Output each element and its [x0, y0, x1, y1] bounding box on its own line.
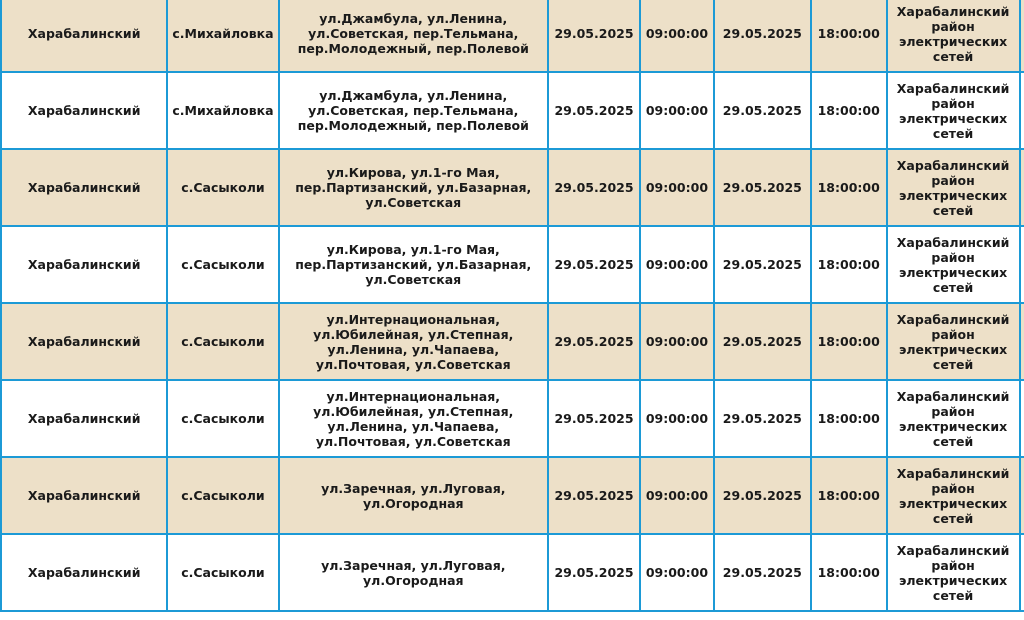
table-row: [1, 457, 1024, 534]
end-date-cell: 29.05.2025: [714, 72, 811, 149]
district-cell: Харабалинский: [1, 303, 167, 380]
table-row: [1, 72, 1024, 149]
start-time-cell: 09:00:00: [640, 149, 714, 226]
village-cell: с.Сасыколи: [167, 380, 278, 457]
start-date-cell: 29.05.2025: [548, 226, 640, 303]
overflow-cell: [1020, 0, 1024, 72]
start-date-cell: 29.05.2025: [548, 457, 640, 534]
start-date-cell: 29.05.2025: [548, 72, 640, 149]
streets-cell: ул.Заречная, ул.Луговая, ул.Огородная: [279, 457, 549, 534]
end-time-cell: 18:00:00: [811, 380, 887, 457]
streets-cell: ул.Джамбула, ул.Ленина, ул.Советская, пер.Тельмана, пер.Молодежный, пер.Полевой: [279, 0, 549, 72]
start-time-cell: 09:00:00: [640, 380, 714, 457]
table-row: [1, 534, 1024, 611]
end-time-cell: 18:00:00: [811, 226, 887, 303]
organization-cell: Харабалинский район электрических сетей: [887, 303, 1020, 380]
district-cell: Харабалинский: [1, 226, 167, 303]
district-cell: Харабалинский: [1, 149, 167, 226]
streets-cell: ул.Заречная, ул.Луговая, ул.Огородная: [279, 534, 549, 611]
district-cell: Харабалинский: [1, 457, 167, 534]
organization-cell: Харабалинский район электрических сетей: [887, 534, 1020, 611]
village-cell: с.Сасыколи: [167, 226, 278, 303]
end-date-cell: 29.05.2025: [714, 457, 811, 534]
start-date-cell: 29.05.2025: [548, 380, 640, 457]
start-time-cell: 09:00:00: [640, 226, 714, 303]
village-cell: с.Михайловка: [167, 72, 278, 149]
table-row: [1, 0, 1024, 72]
overflow-cell: [1020, 457, 1024, 534]
district-cell: Харабалинский: [1, 534, 167, 611]
end-date-cell: 29.05.2025: [714, 534, 811, 611]
table-row: [1, 380, 1024, 457]
overflow-cell: [1020, 226, 1024, 303]
start-date-cell: 29.05.2025: [548, 303, 640, 380]
district-cell: Харабалинский: [1, 72, 167, 149]
overflow-cell: [1020, 380, 1024, 457]
start-time-cell: 09:00:00: [640, 534, 714, 611]
organization-cell: Харабалинский район электрических сетей: [887, 457, 1020, 534]
start-date-cell: 29.05.2025: [548, 534, 640, 611]
overflow-cell: [1020, 149, 1024, 226]
overflow-cell: [1020, 534, 1024, 611]
streets-cell: ул.Интернациональная, ул.Юбилейная, ул.Степная, ул.Ленина, ул.Чапаева, ул.Почтовая, ул.Советская: [279, 380, 549, 457]
end-date-cell: 29.05.2025: [714, 149, 811, 226]
overflow-cell: [1020, 303, 1024, 380]
organization-cell: Харабалинский район электрических сетей: [887, 149, 1020, 226]
start-date-cell: 29.05.2025: [548, 0, 640, 72]
end-date-cell: 29.05.2025: [714, 0, 811, 72]
end-time-cell: 18:00:00: [811, 72, 887, 149]
start-time-cell: 09:00:00: [640, 72, 714, 149]
village-cell: с.Сасыколи: [167, 534, 278, 611]
district-cell: Харабалинский: [1, 0, 167, 72]
end-time-cell: 18:00:00: [811, 534, 887, 611]
end-date-cell: 29.05.2025: [714, 226, 811, 303]
village-cell: с.Сасыколи: [167, 457, 278, 534]
end-date-cell: 29.05.2025: [714, 303, 811, 380]
organization-cell: Харабалинский район электрических сетей: [887, 226, 1020, 303]
table-row: [1, 149, 1024, 226]
end-time-cell: 18:00:00: [811, 149, 887, 226]
streets-cell: ул.Кирова, ул.1-го Мая, пер.Партизанский, ул.Базарная, ул.Советская: [279, 149, 549, 226]
organization-cell: Харабалинский район электрических сетей: [887, 72, 1020, 149]
start-time-cell: 09:00:00: [640, 303, 714, 380]
start-time-cell: 09:00:00: [640, 0, 714, 72]
overflow-cell: [1020, 72, 1024, 149]
table-row: [1, 303, 1024, 380]
streets-cell: ул.Интернациональная, ул.Юбилейная, ул.Степная, ул.Ленина, ул.Чапаева, ул.Почтовая, ул.Советская: [279, 303, 549, 380]
streets-cell: ул.Кирова, ул.1-го Мая, пер.Партизанский, ул.Базарная, ул.Советская: [279, 226, 549, 303]
district-cell: Харабалинский: [1, 380, 167, 457]
village-cell: с.Михайловка: [167, 0, 278, 72]
start-time-cell: 09:00:00: [640, 457, 714, 534]
end-time-cell: 18:00:00: [811, 0, 887, 72]
village-cell: с.Сасыколи: [167, 303, 278, 380]
end-date-cell: 29.05.2025: [714, 380, 811, 457]
start-date-cell: 29.05.2025: [548, 149, 640, 226]
organization-cell: Харабалинский район электрических сетей: [887, 380, 1020, 457]
organization-cell: Харабалинский район электрических сетей: [887, 0, 1020, 72]
end-time-cell: 18:00:00: [811, 457, 887, 534]
end-time-cell: 18:00:00: [811, 303, 887, 380]
village-cell: с.Сасыколи: [167, 149, 278, 226]
streets-cell: ул.Джамбула, ул.Ленина, ул.Советская, пер.Тельмана, пер.Молодежный, пер.Полевой: [279, 72, 549, 149]
table-row: [1, 226, 1024, 303]
